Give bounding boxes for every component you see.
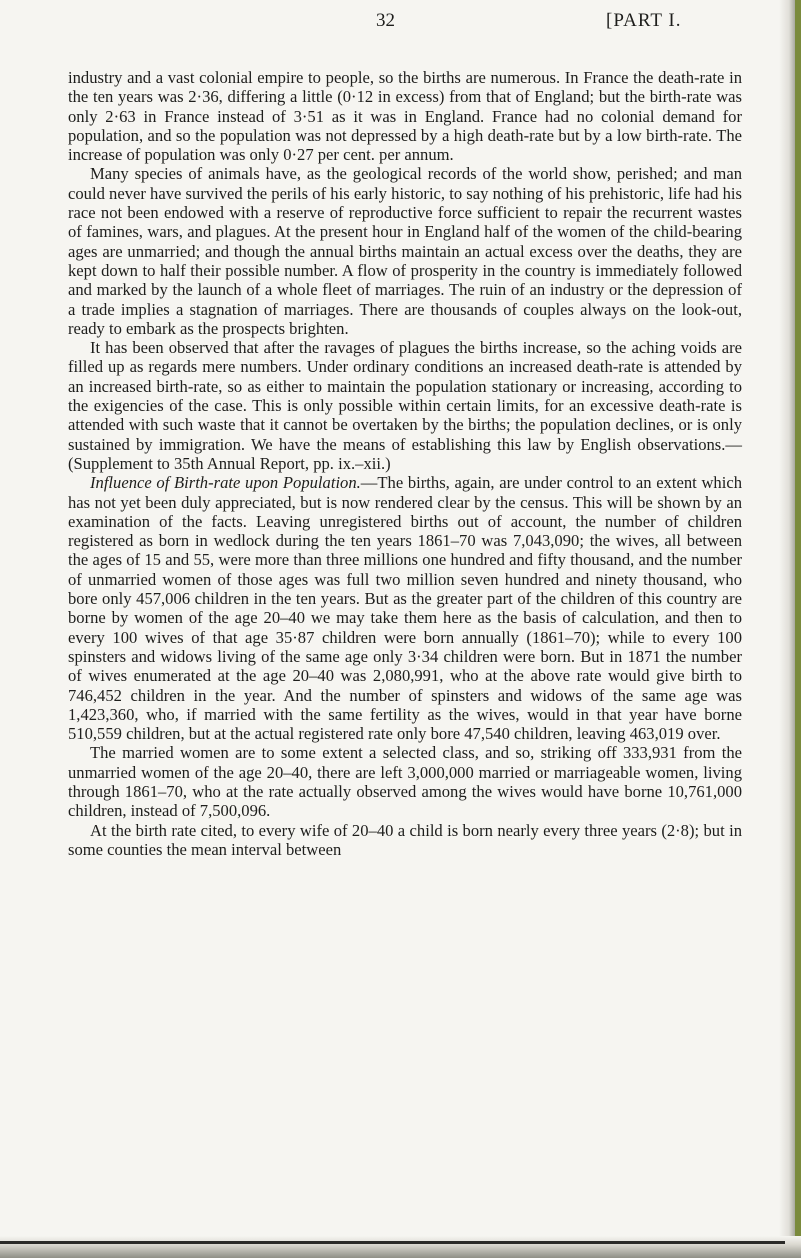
paragraph-3: It has been observed that after the ravages of plagues the births increase, so the aching voids are filled up as regards mere numbers. Under ordinary conditions an increased death-rate is attended by an increased birth-rate, so as either to maintain the population stationary or increasing, according to the exigencies of the case. This is only possible within certain limits, for an excessive death-rate is attended with such waste that it cannot be overtaken by the births; the population declines, or is only sustained by immigration. We have the means of establishing this law by English observations.—(Supplement to 35th Annual Report, pp. ix.–xii.) [68, 338, 742, 473]
running-header [0, 10, 801, 34]
paragraph-1: industry and a vast colonial empire to people, so the births are numerous. In France the death-rate in the ten years was 2·36, differing a little (0·12 in excess) from that of England; but the birth-rate was only 2·63 in France instead of 3·51 as it was in England. France had no colonial demand for population, and so the population was not depressed by a high death-rate but by a low birth-rate. The increase of population was only 0·27 per cent. per annum. [68, 68, 742, 165]
page-bottom-rule [0, 1241, 785, 1244]
body-text [68, 68, 742, 859]
binding-edge [795, 0, 801, 1258]
page-bottom-edge [0, 1236, 801, 1258]
paragraph-4-text: —The births, again, are under control to an extent which has not yet been duly appreciated, but is now rendered clear by the census. This will be shown by an examination of the facts. Leaving unregistered births out of account, the number of children registered as born in wedlock during the ten years 1861–70 was 7,043,090; the wives, all between the ages of 15 and 55, were more than three millions one hundred and fifty thousand, and the number of unmarried women of those ages was full two million seven hundred and ninety thousand, who bore only 457,006 children in the ten years. But as the greater part of the children of this country are borne by women of the age 20–40 we may take them here as the basis of calculation, and then to every 100 wives of that age 35·87 children were born annually (1861–70); while to every 100 spinsters and widows living of the same age only 3·34 children were born. But in 1871 the number of wives enumerated at the age 20–40 was 2,080,991, who at the above rate would give birth to 746,452 children in the year. And the number of spinsters and widows of the same age was 1,423,360, who, if married with the same fertility as the wives, would in that year have borne 510,559 children, but at the actual registered rate only bore 47,540 children, leaving 463,019 over. [68, 473, 742, 744]
paragraph-2: Many species of animals have, as the geological records of the world show, perished; and man could never have survived the perils of his early historic, to say nothing of his prehistoric, life had his race not been endowed with a reserve of reproductive force sufficient to repair the recurrent wastes of famines, wars, and plagues. At the present hour in England half of the women of the child-bearing ages are unmarried; and though the annual births maintain an actual excess over the deaths, they are kept down to half their possible number. A flow of prosperity in the country is immediately followed and marked by the launch of a whole fleet of marriages. The ruin of an industry or the depression of a trade implies a stagnation of marriages. There are thousands of couples always on the look-out, ready to embark as the prospects brighten. [68, 164, 742, 338]
page-number: 32 [376, 10, 395, 31]
section-heading: Influence of Birth-rate upon Population. [90, 473, 361, 493]
part-label: [PART I. [606, 10, 682, 31]
paragraph-6: At the birth rate cited, to every wife of 20–40 a child is born nearly every three years (2·8); but in some counties the mean interval between [68, 820, 742, 859]
paragraph-4 [68, 473, 742, 743]
paragraph-5: The married women are to some extent a selected class, and so, striking off 333,931 from the unmarried women of the age 20–40, there are left 3,000,000 married or marriageable women, living through 1861–70, who at the rate actually observed among the wives would have borne 10,761,000 children, instead of 7,500,096. [68, 743, 742, 821]
